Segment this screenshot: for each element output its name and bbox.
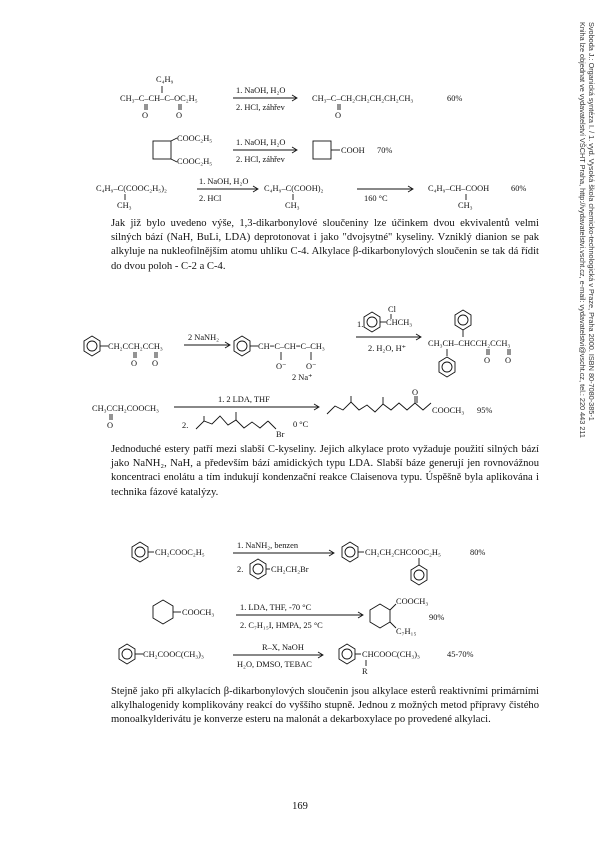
a-substrate-oxygen-2: O <box>152 359 159 368</box>
geranyl-bromide-chain <box>196 416 268 429</box>
a-chlorine: Cl <box>388 305 396 314</box>
scheme3-reaction1 <box>132 541 485 585</box>
r3-intermediate-methyl: CH₃ <box>285 201 300 210</box>
cyclohexane-ring-2 <box>370 604 390 628</box>
a-product-oxygen-1: O <box>484 356 491 365</box>
page-number: 169 <box>292 801 308 812</box>
r1-substituent: C₄H₉ <box>156 75 174 84</box>
s3r3-product-r: R <box>362 667 368 676</box>
s3r1-condition-2b: CH₂CH₂Br <box>271 565 309 574</box>
a-product: CH₃CH–CHCCH₂CCH₃ <box>428 339 511 348</box>
b-substrate: CH₃CCH₂COOCH₃ <box>92 404 159 413</box>
r3-condition-2: 2. HCl <box>199 194 222 203</box>
scheme1-reaction2 <box>153 134 392 166</box>
s3r1-product: CH₂CH₂CHCOOC₂H₅ <box>365 548 441 557</box>
b-product-chain <box>327 402 431 414</box>
benzene-ring-2 <box>234 336 250 356</box>
r1-oxygen-1: O <box>142 111 149 120</box>
r1-condition-1: 1. NaOH, H₂O <box>236 86 286 95</box>
a-sodium: 2 Na⁺ <box>292 373 313 382</box>
paragraph-2: Jednoduché estery patří mezi slabší C-kyseliny. Jejich alkylace proto vyžaduje použití silných bází jako NaNH₂, NaH, a především bází amidických typu LDA. Slabší báze generují jen rovnovážnou koncentraci enolátu a tím indukují kondenzační reakce Claisenova typu. Úspěšně byla aplikována i technika fázové katalýzy. <box>111 444 539 498</box>
scheme3-reaction2 <box>153 597 444 636</box>
r3-substrate: C₄H₉–C(COOC₂H₅)₂ <box>96 184 167 193</box>
benzene-ring-11 <box>339 644 355 664</box>
r1-yield: 60% <box>447 94 463 103</box>
r3-product: C₄H₉–CH–COOH <box>428 184 490 193</box>
a-step-2: 2. H₂O, H⁺ <box>368 344 407 353</box>
a-substrate-oxygen-1: O <box>131 359 138 368</box>
r2-condition-1: 1. NaOH, H₂O <box>236 138 286 147</box>
s3r1-substrate: CH₂COOC₂H₅ <box>155 548 205 557</box>
b-product-oxygen: O <box>412 388 419 397</box>
benzene-ring-5 <box>439 357 455 377</box>
benzene-ring-10 <box>119 644 135 664</box>
s3r2-yield: 90% <box>429 613 445 622</box>
s3r2-condition-2: 2. C₇H₁₅I, HMPA, 25 °C <box>240 621 323 630</box>
s3r2-condition-1: 1. LDA, THF, -70 °C <box>240 603 312 612</box>
benzene-ring-9 <box>411 565 427 585</box>
benzene-ring-1 <box>84 336 100 356</box>
s3r3-product: CHCOOC(CH₃)₃ <box>362 650 420 659</box>
cyclohexane-ring-1 <box>153 600 173 624</box>
b-temperature: 0 °C <box>293 420 309 429</box>
r2-product: COOH <box>341 146 365 155</box>
s3r3-condition-2: H₂O, DMSO, TEBAC <box>237 660 312 669</box>
r2-ester-1: COOC₂H₅ <box>177 134 213 143</box>
r2-ester-2: COOC₂H₅ <box>177 157 213 166</box>
scheme2-reaction-a <box>84 305 511 382</box>
r3-intermediate: C₄H₉–C(COOH)₂ <box>264 184 324 193</box>
s3r1-condition-2: 2. <box>237 565 244 574</box>
s3r2-substrate: COOCH₃ <box>182 608 215 617</box>
s3r2-product-top: COOCH₃ <box>396 597 429 606</box>
a-alkylation-step: 1. <box>357 320 364 329</box>
s3r3-condition-1: R–X, NaOH <box>262 643 304 652</box>
scheme1-reaction1 <box>120 75 462 120</box>
r1-product: CH₃–C–CH₂CH₂CH₂CH₂CH₃ <box>312 94 414 103</box>
a-reagent: 2 NaNH₂ <box>188 333 220 342</box>
benzene-ring-7 <box>250 559 266 579</box>
benzene-ring-8 <box>342 542 358 562</box>
side-note-line-2: Kniha lze objednat ve vydavatelství VŠCHT Praha, http://vydavatelstvi.vscht.cz, e-mail: vydavatelstvi@vscht.cz, tel.: 220 443 211 <box>578 22 587 438</box>
r3-condition-1: 1. NaOH, H₂O <box>199 177 249 186</box>
scheme3-reaction3 <box>119 643 474 676</box>
paragraph-3: Stejně jako při alkylacích β-dikarbonylových sloučenin jsou alkylace esterů reaktivními primárními alkylhalogenidy komplikovány reakcí do vyššího stupně. Jednou z možných metod přípravy čistého monoalkylderivátu je konverze esteru na malonát a dekarboxylace po provedené alkylaci. <box>111 686 539 726</box>
r1-substrate: CH₃–C–CH–C–OC₂H₅ <box>120 94 198 103</box>
r1-condition-2: 2. HCl, záhřev <box>236 103 285 112</box>
cyclobutane-ring <box>153 141 171 159</box>
cyclobutane-product-ring <box>313 141 331 159</box>
b-bromine: Br <box>276 430 285 439</box>
benzene-ring-6 <box>132 542 148 562</box>
a-alkyl-group: CHCH₃ <box>386 318 413 327</box>
s3r3-substrate: CH₂COOC(CH₃)₃ <box>143 650 204 659</box>
r3-yield: 60% <box>511 184 527 193</box>
r1-product-oxygen: O <box>335 111 342 120</box>
r3-substrate-methyl: CH₃ <box>117 201 132 210</box>
a-product-oxygen-2: O <box>505 356 512 365</box>
side-note-line-1: Svoboda J.: Organická syntéza I. / 1. vyd. Vysoká škola chemicko-technologická v Praze, Praha 2000. ISBN 80-7080-385-1 <box>587 22 596 421</box>
a-dianion-oxygen-2: O⁻ <box>306 362 317 371</box>
s3r1-condition-1: 1. NaNH₂, benzen <box>237 541 299 550</box>
paragraph-1: Jak již bylo uvedeno výše, 1,3-dikarbonylové sloučeniny lze účinkem dvou ekvivalentů velmi silných bází (NaH, BuLi, LDA) deprotonovat i jako "dvojsytné" kyseliny. Vzniklý dianion se pak alkyluje na nukleofilnějším atomu uhlíku C-4. Alkylace β-dikarbonylových sloučenin se tak dá řídit do dvou poloh - C-2 a C-4. <box>111 218 539 272</box>
scheme2-reaction-b <box>92 388 492 439</box>
benzene-ring-4 <box>455 310 471 330</box>
a-dianion-oxygen-1: O⁻ <box>276 362 287 371</box>
a-dianion: CH=C–CH=C–CH₃ <box>258 342 325 351</box>
r2-condition-2: 2. HCl, záhřev <box>236 155 285 164</box>
r3-product-methyl: CH₃ <box>458 201 473 210</box>
s3r2-product-bottom: C₇H₁₅ <box>396 627 417 636</box>
s3r1-yield: 80% <box>470 548 486 557</box>
scheme1-reaction3 <box>96 177 526 210</box>
b-product: COOCH₃ <box>432 406 465 415</box>
b-yield: 95% <box>477 406 493 415</box>
b-condition-2: 2. <box>182 421 189 430</box>
r1-oxygen-2: O <box>176 111 183 120</box>
r3-heat: 160 °C <box>364 194 388 203</box>
b-condition-1: 1. 2 LDA, THF <box>218 395 270 404</box>
b-substrate-oxygen: O <box>107 421 114 430</box>
benzene-ring-3 <box>364 312 380 332</box>
a-substrate: CH₂CCH₂CCH₃ <box>108 342 163 351</box>
r2-yield: 70% <box>377 146 393 155</box>
s3r3-yield: 45-70% <box>447 650 474 659</box>
